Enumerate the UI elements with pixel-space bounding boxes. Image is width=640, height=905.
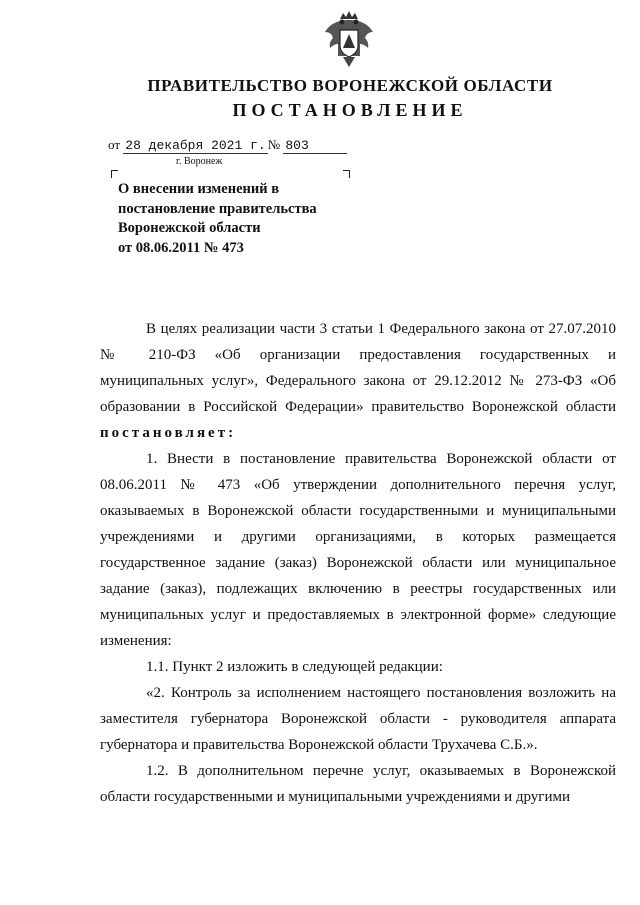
date-number-line <box>108 137 347 154</box>
intro-text: В целях реализации части 3 статьи 1 Федерального закона от 27.07.2010 № 210-ФЗ «Об организации предоставления государственных и муниципальных услуг», Федерального закона от 29.12.2012 № 273-ФЗ «Об образовании в Российской Федерации» правительство Воронежской области <box>100 321 616 415</box>
document-date: 28 декабря 2021 г. <box>125 138 266 153</box>
subject-line: Воронежской области <box>118 220 261 236</box>
paragraph-1-2: 1.2. В дополнительном перечне услуг, оказываемых в Воронежской области государственными и муниципальными учреждениями и другими <box>100 763 616 805</box>
number-prefix: № <box>267 137 281 152</box>
corner-bracket-left <box>111 170 118 178</box>
paragraph-1: 1. Внести в постановление правительства Воронежской области от 08.06.2011 № 473 «Об утверждении дополнительного перечня услуг, оказываемых в Воронежской области государственными и муниципальными учреждениями и другими организациями, в которых размещается государственное задание (заказ) Воронежской области или муниципальное задание (заказ), подлежащих включению в реестры государственных или муниципальных услуг и предоставляемых в электронной форме» следующие изменения: <box>100 451 616 649</box>
document-subject <box>118 180 317 258</box>
body-intro-paragraph <box>100 316 616 446</box>
subject-line: от 08.06.2011 № 473 <box>118 239 244 256</box>
paragraph-1-1: 1.1. Пункт 2 изложить в следующей редакции: <box>146 659 443 675</box>
resolves-word: постановляет: <box>100 425 237 441</box>
organization-name: ПРАВИТЕЛЬСТВО ВОРОНЕЖСКОЙ ОБЛАСТИ <box>147 76 553 95</box>
subject-line: постановление правительства <box>118 200 317 217</box>
document-city: г. Воронеж <box>176 156 223 167</box>
paragraph-1-1-quote: «2. Контроль за исполнением настоящего постановления возложить на заместителя губернатора Воронежской области - руководителя аппарата губернатора и правительства Воронежской области Трухачева С.Б.». <box>100 685 616 753</box>
coat-of-arms-icon <box>323 10 375 70</box>
corner-bracket-right <box>343 170 350 178</box>
date-prefix: от <box>108 137 121 152</box>
subject-line: О внесении изменений в <box>118 181 280 197</box>
document-number: 803 <box>283 138 347 154</box>
document-body <box>100 316 616 810</box>
document-type: ПОСТАНОВЛЕНИЕ <box>232 100 468 120</box>
